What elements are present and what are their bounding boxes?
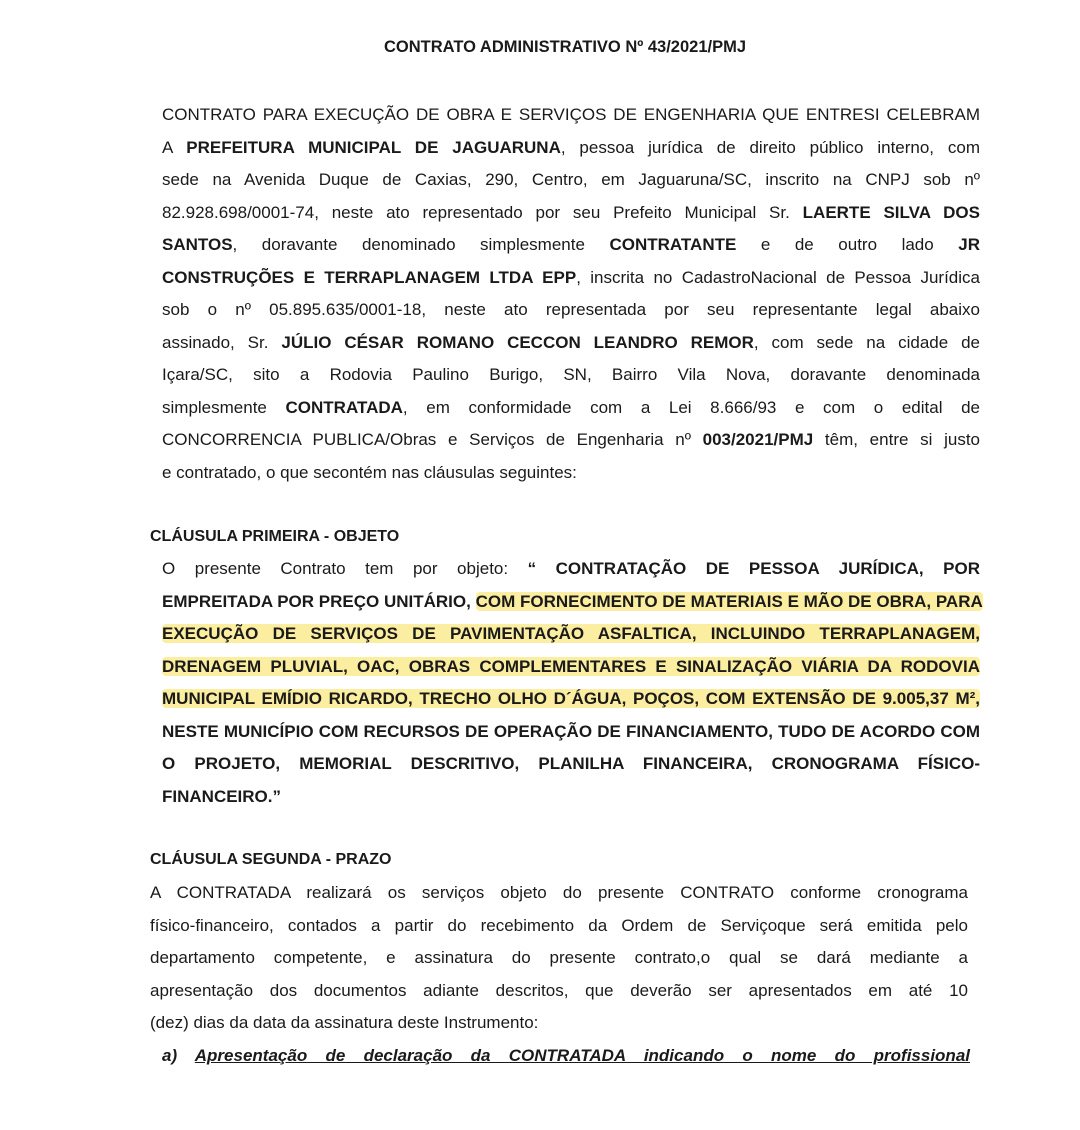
text-segment: simplesmente: [162, 397, 286, 417]
text-segment: O presente Contrato tem por objeto:: [162, 559, 528, 578]
text-segment: , com sede na cidade de: [753, 332, 980, 352]
text-segment: CONTRATO PARA EXECUÇÃO DE OBRA E SERVIÇOS DE ENGENHARIA QUE ENTRESI CELEBRAM: [162, 105, 980, 124]
text-segment: SANTOS: [162, 235, 233, 254]
clause1-heading: CLÁUSULA PRIMEIRA - OBJETO: [150, 528, 400, 545]
text-line: [150, 881, 968, 905]
text-segment: , inscrita no CadastroNacional de Pessoa Jurídica: [576, 267, 980, 287]
text-segment: EMPREITADA POR PREÇO UNITÁRIO,: [162, 591, 476, 611]
text-line: [150, 914, 968, 938]
text-segment: 003/2021/PMJ: [702, 430, 814, 449]
highlighted-text: DRENAGEM PLUVIAL, OAC, OBRAS COMPLEMENTARES E SINALIZAÇÃO VIÁRIA DA RODOVIA: [162, 656, 980, 676]
text-line: [150, 946, 968, 970]
text-line: [162, 168, 980, 192]
text-line: [162, 396, 980, 420]
text-segment: A: [162, 137, 187, 157]
text-line: [162, 266, 980, 290]
text-segment: Içara/SC, sito a Rodovia Paulino Burigo, SN, Bairro Vila Nova, doravante denominada: [162, 365, 980, 384]
text-segment: (dez) dias da data da assinatura deste Instrumento:: [150, 1013, 539, 1032]
text-line: [162, 428, 980, 452]
text-line: [162, 720, 980, 744]
highlighted-text: EXECUÇÃO DE SERVIÇOS DE PAVIMENTAÇÃO ASFALTICA, INCLUINDO TERRAPLANAGEM,: [162, 624, 980, 643]
text-segment: CONTRATADA: [285, 397, 403, 417]
text-segment: sob o nº 05.895.635/0001-18, neste ato representada por seu representante legal abaixo: [162, 300, 980, 319]
text-segment: NESTE MUNICÍPIO COM RECURSOS DE OPERAÇÃO DE FINANCIAMENTO, TUDO DE ACORDO COM: [162, 721, 980, 741]
item-a-text: Apresentação de declaração da CONTRATADA indicando o nome do profissional: [194, 1046, 970, 1065]
text-line: [150, 979, 968, 1003]
highlighted-text: COM FORNECIMENTO DE MATERIAIS E MÃO DE OBRA, PARA: [475, 591, 983, 611]
text-segment: físico-financeiro, contados a partir do recebimento da Ordem de Serviçoque será emitida pelo: [150, 915, 968, 935]
text-segment: assinado, Sr.: [162, 332, 282, 352]
text-segment: O PROJETO, MEMORIAL DESCRITIVO, PLANILHA FINANCEIRA, CRONOGRAMA FÍSICO-: [162, 754, 980, 773]
text-line: [162, 785, 980, 809]
text-segment: “ CONTRATAÇÃO DE PESSOA JURÍDICA, POR: [527, 559, 981, 578]
text-segment: JR: [958, 235, 980, 254]
text-segment: departamento competente, e assinatura do presente contrato,o qual se dará mediante a: [150, 948, 968, 967]
text-segment: LAERTE SILVA DOS: [802, 202, 980, 222]
text-segment: 82.928.698/0001-74, neste ato representado por seu Prefeito Municipal Sr.: [162, 202, 803, 222]
text-line: [162, 687, 980, 711]
text-line: [162, 233, 980, 257]
text-segment: têm, entre si justo: [813, 430, 980, 449]
item-a-marker: a): [162, 1046, 195, 1065]
text-line: [162, 655, 980, 679]
text-segment: CONTRATANTE: [609, 235, 737, 254]
text-line: [162, 201, 980, 225]
document-title: CONTRATO ADMINISTRATIVO Nº 43/2021/PMJ: [383, 38, 747, 56]
text-segment: CONCORRENCIA PUBLICA/Obras e Serviços de Engenharia nº: [162, 430, 703, 449]
text-segment: JÚLIO CÉSAR ROMANO CECCON LEANDRO REMOR: [281, 332, 754, 352]
text-line: [162, 557, 980, 581]
text-segment: , pessoa jurídica de direito público interno, com: [560, 137, 980, 157]
text-segment: PREFEITURA MUNICIPAL DE JAGUARUNA: [186, 137, 561, 157]
text-segment: CONSTRUÇÕES E TERRAPLANAGEM LTDA EPP: [162, 267, 577, 287]
text-segment: sede na Avenida Duque de Caxias, 290, Centro, em Jaguaruna/SC, inscrito na CNPJ sob nº: [162, 170, 980, 189]
text-segment: apresentação dos documentos adiante descritos, que deverão ser apresentados em até 10: [150, 980, 968, 1000]
text-line: [162, 103, 980, 127]
text-line: [162, 752, 980, 776]
text-line: [162, 331, 980, 355]
text-segment: e de outro lado: [736, 235, 959, 254]
text-segment: A CONTRATADA realizará os serviços objeto do presente CONTRATO conforme cronograma: [150, 883, 968, 902]
text-line: [162, 590, 983, 614]
text-line: [162, 298, 980, 322]
highlighted-text: MUNICIPAL EMÍDIO RICARDO, TRECHO OLHO D´ÁGUA, POÇOS, COM EXTENSÃO DE 9.005,37 M²,: [162, 689, 980, 708]
text-line: [162, 136, 980, 160]
clause2-heading: CLÁUSULA SEGUNDA - PRAZO: [150, 851, 392, 868]
text-line: [162, 622, 980, 646]
text-segment: , em conformidade com a Lei 8.666/93 e com o edital de: [402, 397, 980, 417]
text-segment: FINANCEIRO.”: [162, 786, 281, 806]
item-a: [162, 1044, 970, 1068]
text-line: [150, 1011, 968, 1035]
text-line: [162, 363, 980, 387]
text-segment: e contratado, o que secontém nas cláusulas seguintes:: [162, 462, 577, 482]
text-segment: , doravante denominado simplesmente: [232, 235, 610, 254]
text-line: [162, 461, 980, 485]
